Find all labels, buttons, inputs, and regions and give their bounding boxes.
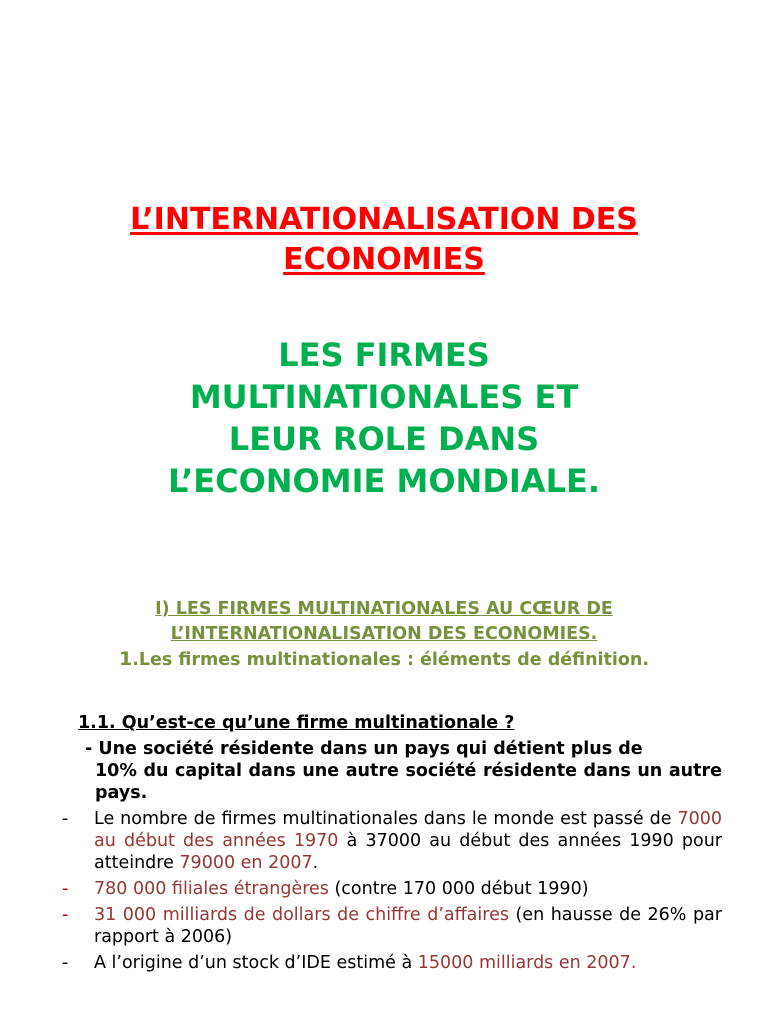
section-heading [0,597,768,673]
question-heading: 1.1. Qu’est-ce qu’une firme multinationale ? [78,713,515,733]
list-item-text: A l’origine d’un stock d’IDE estimé à [94,953,418,973]
subtitle [0,334,768,502]
bullet-dash: - [62,905,69,925]
list-item-text: (contre 170 000 début 1990) [328,879,589,899]
list-item [62,904,722,948]
list-item [62,878,722,900]
list-item [62,952,722,974]
bullet-dash: - [62,953,69,973]
definition-part-2: 10% du capital dans une autre société résidente dans un autre pays. [95,761,722,803]
subtitle-line-2: MULTINATIONALES ET [189,378,579,416]
definition-part-1: - Une société résidente dans un pays qui détient plus de [85,739,643,759]
list-item [62,808,722,874]
list-item-highlight: 79000 en 2007 [179,853,313,873]
list-item-highlight: 31 000 milliards de dollars de chiffre d’affaires [94,905,509,925]
list-item-highlight: 780 000 filiales étrangères [94,879,329,899]
section-heading-line-1: I) LES FIRMES MULTINATIONALES AU CŒUR DE [155,599,613,619]
main-title [0,200,768,280]
list-item-text: à 37000 au début des années 1990 pour atteindre [94,831,722,873]
list-item-text: . [312,853,319,873]
subtitle-line-3: LEUR ROLE DANS [228,420,540,458]
main-title-line-1: L’INTERNATIONALISATION DES [130,202,638,237]
subtitle-line-4: L’ECONOMIE MONDIALE. [168,462,600,500]
section-heading-line-2: L’INTERNATIONALISATION DES ECONOMIES. [170,624,598,644]
list-item-highlight: 7000 au début des années 1970 [94,809,722,851]
bullet-dash: - [62,809,69,829]
bullet-dash: - [62,879,69,899]
list-item-text: (en hausse de 26% par rapport à 2006) [94,905,722,947]
list-item-highlight: 15000 milliards en 2007. [417,953,637,973]
facts-list [62,808,722,978]
subsection-number: 1 [118,648,133,670]
definition-paragraph [85,738,722,804]
subsection-title: .Les firmes multinationales : éléments de définition. [132,650,650,670]
subtitle-line-1: LES FIRMES [278,336,490,374]
main-title-line-2: ECONOMIES [283,242,485,277]
list-item-text: Le nombre de firmes multinationales dans le monde est passé de [94,809,678,829]
